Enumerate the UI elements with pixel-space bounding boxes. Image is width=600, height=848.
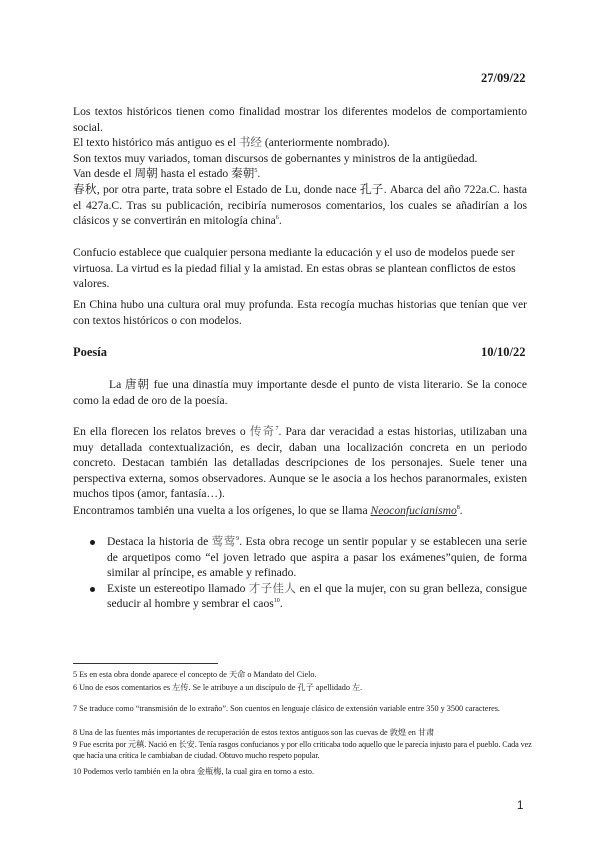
text-span: En China hubo una cultura oral muy profunda. Esta recogía muchas historias que tenían que ver con textos históricos o con modelos. <box>73 298 527 327</box>
text-span: Encontramos también una vuelta a los orígenes, lo que se llama <box>73 504 371 517</box>
cjk-term: 才子佳人 <box>248 581 297 595</box>
text-span: hasta el estado <box>157 167 232 180</box>
footnote-10: 10 Podemos verlo también en la obra 金瓶梅, la cual gira en torno a esto. <box>73 767 315 776</box>
neoconfucianismo-link[interactable]: Neoconfucianismo <box>370 504 457 517</box>
list-item <box>73 581 527 612</box>
text-span: . <box>459 504 463 517</box>
paragraph-neoconfucianism <box>73 503 527 519</box>
text-span: Existe un estereotipo llamado <box>107 581 249 595</box>
bullet-dot-icon <box>90 587 95 592</box>
paragraph-oral-culture <box>73 297 527 328</box>
footnote-5: 5 Es en esta obra donde aparece el concepto de 天命 o Mandato del Cielo. <box>73 670 317 679</box>
footnote-8: 8 Una de las fuentes más importantes de recuperación de estos textos antiguos son las cuevas de 敦煌 en 甘肃 <box>73 728 435 737</box>
text-span: . <box>279 597 283 611</box>
footnote-7: 7 Se traduce como “transmisión de lo extraño”. Son cuentos en lenguaje clásico de extensión variable entre 350 y 3500 caracteres. <box>73 704 500 713</box>
text-span: (anteriormente nombrado). <box>262 136 390 149</box>
text-span: . Para dar veracidad a estas historias, utilizaban una muy detallada contextualización, es decir, daban una localización concreta en un periodo concreto. Destacan también las detalladas descripciones de los personajes. Suele tener una perspectiva externa, somos observadores. Aunque se le asocia a los hechos paranormales, existen muchos tipos (amor, fantasía…). <box>73 425 527 501</box>
text-span: Van desde el <box>73 167 135 180</box>
list-item <box>73 534 527 581</box>
section-heading-poesia: Poesía <box>73 345 108 359</box>
paragraph-tang <box>73 377 527 408</box>
cjk-term: 传奇 <box>249 425 276 438</box>
text-span: El texto histórico más antiguo es el <box>73 136 239 149</box>
cjk-term: 周朝 <box>134 167 158 180</box>
paragraph-intro <box>73 104 527 135</box>
cjk-term: 孔子 <box>359 183 384 196</box>
bullet-list <box>73 534 527 612</box>
text-span: , por otra parte, trata sobre el Estado de Lu, donde nace <box>96 183 360 196</box>
footnote-ref: 6 <box>275 215 279 222</box>
text-span: . <box>257 167 261 180</box>
paragraph-dynasties <box>73 166 527 182</box>
footnote-ref: 5 <box>254 168 258 175</box>
text-span: fue una dinastía muy importante desde el punto de vista literario. Se la conoce como la edad de oro de la poesía. <box>73 378 527 407</box>
text-span: . Abarca del año 722a.C. hasta el 427a.C. Tras su publicación, recibiría numerosos comentarios, los cuales se añadirían a los clásicos y se convertirán en mitología china <box>73 183 527 228</box>
cjk-term: 唐朝 <box>124 378 150 391</box>
paragraph-varied <box>73 151 527 167</box>
text-span: . <box>278 214 282 228</box>
text-span: La <box>109 378 125 391</box>
footnote-ref: 8 <box>456 505 460 512</box>
text-span: En ella florecen los relatos breves o <box>73 425 250 438</box>
paragraph-chunqiu <box>73 182 527 229</box>
text-span: Destaca la historia de <box>107 535 212 548</box>
footnote-separator <box>73 663 218 664</box>
text-span: Son textos muy variados, toman discursos de gobernantes y ministros de la antigüedad. <box>73 152 478 165</box>
footnote-ref: 7 <box>275 426 279 433</box>
cjk-term: 莺莺 <box>211 535 237 548</box>
bullet-dot-icon <box>90 540 95 545</box>
cjk-term: 春秋 <box>73 183 97 196</box>
date-27-09-22: 27/09/22 <box>481 71 526 85</box>
footnote-ref: 10 <box>273 598 280 605</box>
text-span: Confucio establece que cualquier persona mediante la educación y el uso de modelos puede ser virtuosa. La virtud es la piedad filial y la amistad. En estas obras se plantean conflictos de estos valores. <box>73 246 516 291</box>
date-10-10-22: 10/10/22 <box>481 345 526 359</box>
text-span: . Esta obra recoge un sentir popular y se establecen una serie de arquetipos como “el joven letrado que aspira a pasar los exámenes”quien, de forma similar al príncipe, es amable y refinado. <box>107 535 527 580</box>
paragraph-oldest-text <box>73 135 527 151</box>
footnote-6: 6 Uno de esos comentarios es 左传. Se le atribuye a un discípulo de 孔子 apellidado 左. <box>73 683 363 692</box>
cjk-term: 书经 <box>238 136 263 149</box>
footnote-ref: 9 <box>236 536 240 543</box>
page-number: 1 <box>517 800 524 812</box>
text-intro: Los textos históricos tienen como finalidad mostrar los diferentes modelos de comportamiento social. <box>73 105 527 134</box>
footnote-9: 9 Fue escrita por 元稹. Nació en 长安. Tenía rasgos confucianos y por ello criticaba todo aquello que le parecía injusto para el pueblo. Cada vez que hacía una crítica le cambiaban de ciudad. Obtuvo mucho respeto popular. <box>73 740 532 760</box>
paragraph-confucio <box>73 245 527 292</box>
text-span: en el que la mujer, con su gran belleza, consigue seducir al hombre y sembrar el caos <box>107 581 527 611</box>
paragraph-chuanqi <box>73 424 527 502</box>
cjk-term: 秦朝 <box>231 167 255 180</box>
